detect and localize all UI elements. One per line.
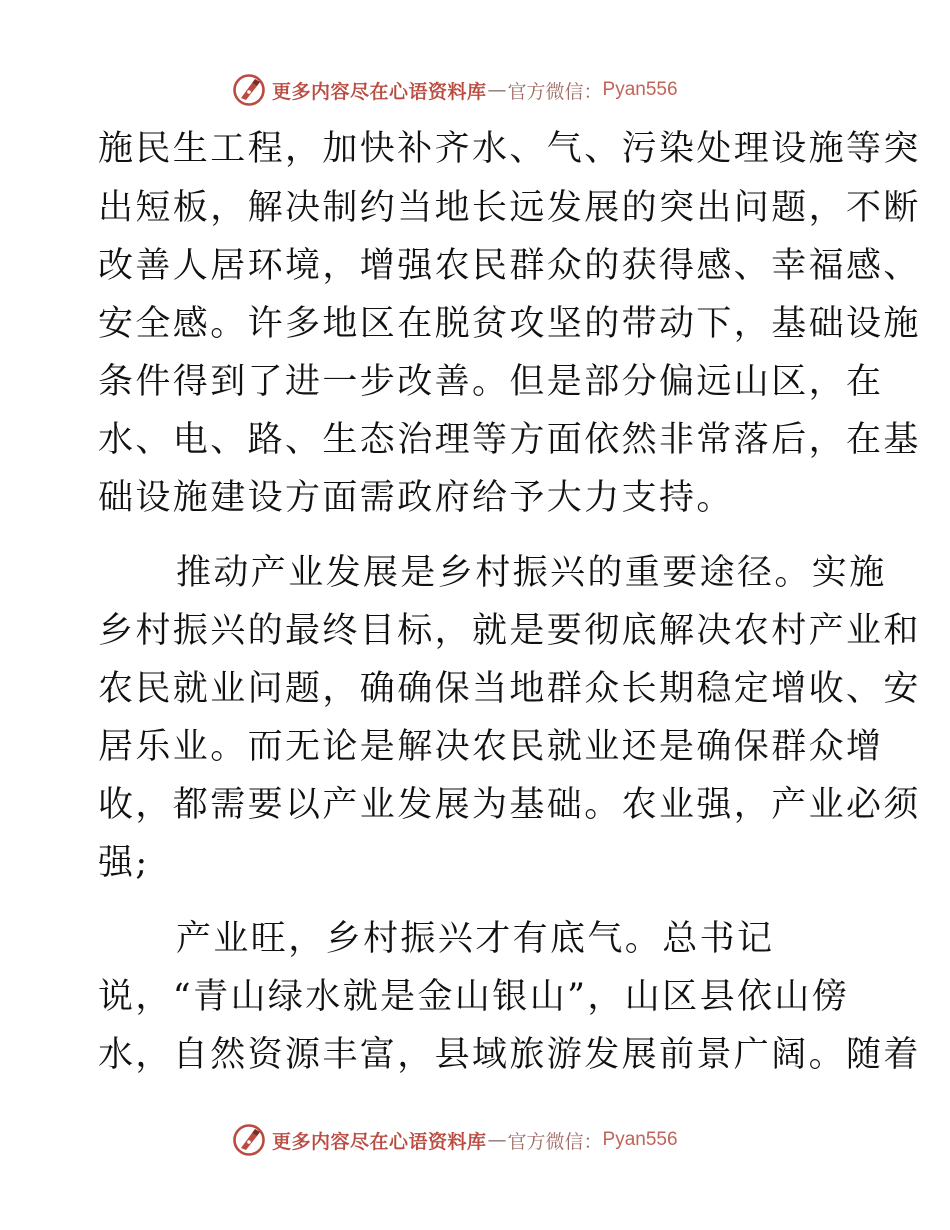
pen-nib-logo-icon [232, 1123, 266, 1157]
paragraph-first-line: 产业旺，乡村振兴才有底气。总书记 [176, 919, 775, 959]
text-line: 强; [98, 843, 150, 883]
text-line: 改善人居环境，增强农民群众的获得感、幸福感、 [98, 246, 921, 286]
pen-nib-logo-icon [232, 73, 266, 107]
watermark-separator: — [487, 1129, 507, 1151]
watermark-wechat-id: Pyan556 [602, 79, 678, 100]
footer-watermark [232, 1120, 678, 1160]
watermark-contact-label: 官方微信： [507, 80, 603, 103]
text-line: 条件得到了进一步改善。但是部分偏远山区，在 [98, 362, 884, 402]
text-line: 础设施建设方面需政府给予大力支持。 [98, 478, 734, 518]
text-line: 乡村振兴的最终目标，就是要彻底解决农村产业和 [98, 611, 921, 651]
watermark-wechat-id: Pyan556 [602, 1129, 678, 1150]
paragraph-first-line: 推动产业发展是乡村振兴的重要途径。实施 [176, 553, 887, 593]
header-watermark [232, 70, 678, 110]
watermark-contact-label: 官方微信： [507, 1130, 603, 1153]
text-line: 水、电、路、生态治理等方面依然非常落后，在基 [98, 420, 921, 460]
watermark-text: 更多内容尽在心语资料库 [272, 80, 487, 103]
text-line: 出短板，解决制约当地长远发展的突出问题，不断 [98, 188, 921, 228]
text-line: 说，“青山绿水就是金山银山”，山区县依山傍 [98, 977, 850, 1017]
text-line: 水，自然资源丰富，县域旅游发展前景广阔。随着 [98, 1035, 921, 1075]
watermark-text: 更多内容尽在心语资料库 [272, 1130, 487, 1153]
text-line: 收，都需要以产业发展为基础。农业强，产业必须 [98, 785, 921, 825]
text-line: 农民就业问题，确确保当地群众长期稳定增收、安 [98, 669, 921, 709]
text-line: 安全感。许多地区在脱贫攻坚的带动下，基础设施 [98, 304, 921, 344]
text-line: 施民生工程，加快补齐水、气、污染处理设施等突 [98, 129, 921, 169]
watermark-separator: — [487, 79, 507, 101]
text-line: 居乐业。而无论是解决农民就业还是确保群众增 [98, 727, 884, 767]
